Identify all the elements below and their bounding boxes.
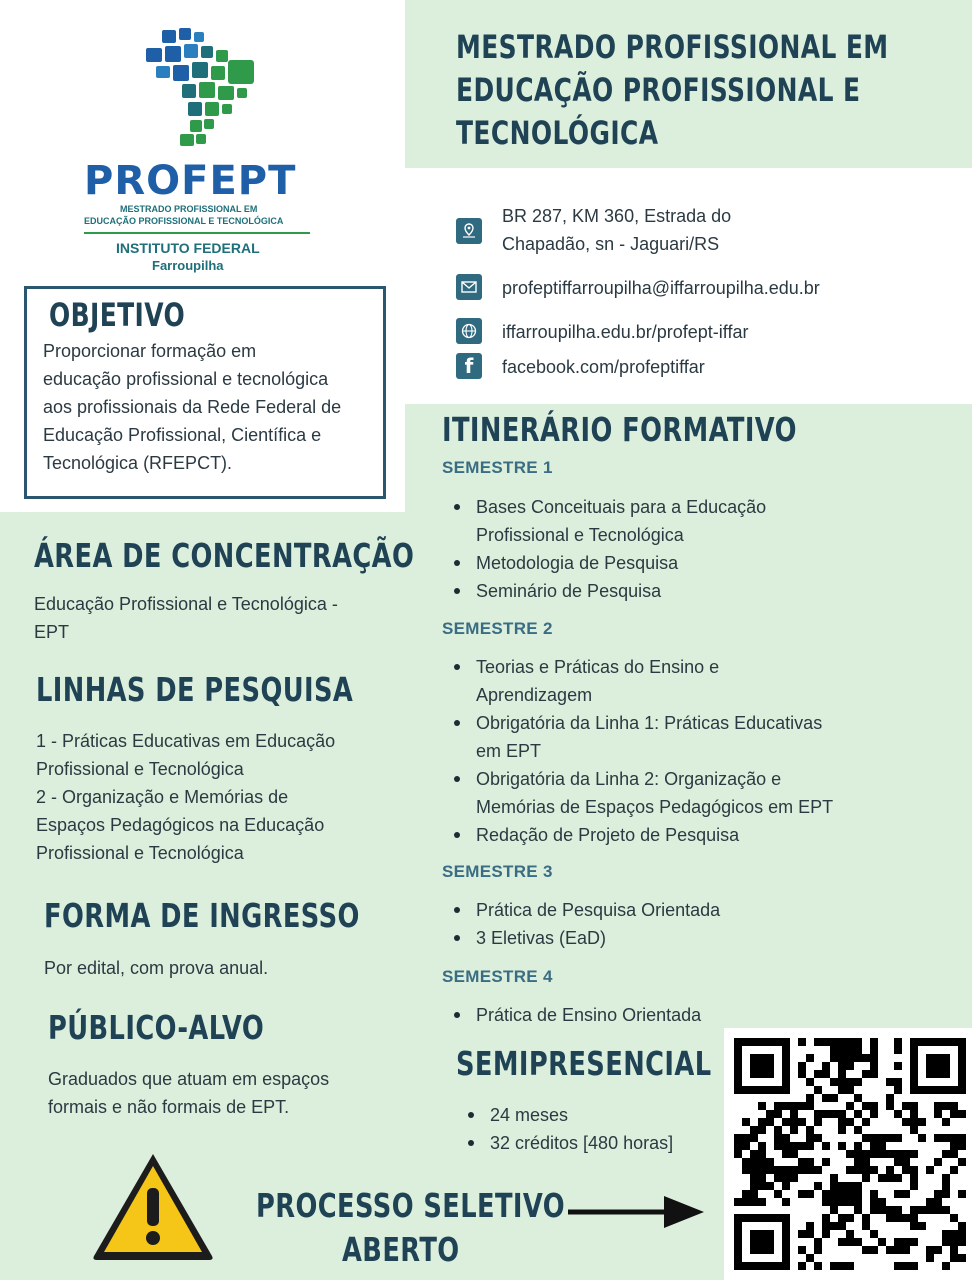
- map-pin-icon: [456, 218, 482, 244]
- list-item: Redação de Projeto de Pesquisa: [476, 821, 833, 849]
- list-item: Obrigatória da Linha 2: Organização e Memórias de Espaços Pedagógicos em EPT: [476, 765, 833, 821]
- itinerario-title: ITINERÁRIO FORMATIVO: [442, 410, 797, 449]
- area-line: Educação Profissional e Tecnológica -: [34, 594, 338, 614]
- envelope-icon: [456, 274, 482, 300]
- ingresso-text: Por edital, com prova anual.: [44, 958, 269, 978]
- title-line-2: EDUCAÇÃO PROFISSIONAL E: [456, 71, 861, 109]
- linhas-line: Profissional e Tecnológica: [36, 759, 244, 779]
- list-item: Seminário de Pesquisa: [476, 577, 766, 605]
- list-item: 32 créditos [480 horas]: [490, 1129, 673, 1157]
- qr-code[interactable]: [724, 1028, 972, 1280]
- facebook-icon: f: [456, 353, 482, 379]
- linhas-line: Espaços Pedagógicos na Educação: [36, 815, 325, 835]
- semester-2-list: [442, 653, 833, 849]
- objetivo-line: aos profissionais da Rede Federal de: [43, 397, 342, 417]
- semester-2-label: SEMESTRE 2: [442, 619, 553, 638]
- area-text: [34, 590, 338, 646]
- brand-subtitle-2: EDUCAÇÃO PROFISSIONAL E TECNOLÓGICA: [84, 216, 284, 226]
- brazil-map-icon: [140, 26, 270, 151]
- list-item: Prática de Pesquisa Orientada: [476, 896, 720, 924]
- area-title: ÁREA DE CONCENTRAÇÃO: [34, 536, 415, 575]
- objetivo-line: educação profissional e tecnológica: [43, 369, 329, 389]
- processo-line-1: PROCESSO SELETIVO: [256, 1186, 566, 1225]
- logo: [80, 20, 320, 280]
- objetivo-box: [24, 286, 386, 499]
- brand-name: PROFEPT: [84, 158, 297, 204]
- arrow-right-icon: [568, 1192, 708, 1232]
- address-line-1: BR 287, KM 360, Estrada do: [502, 206, 732, 226]
- semipresencial-title: SEMIPRESENCIAL: [456, 1044, 712, 1083]
- title-line-1: MESTRADO PROFISSIONAL EM: [456, 28, 889, 66]
- semester-3-label: SEMESTRE 3: [442, 862, 553, 881]
- qr-code-icon: [734, 1038, 966, 1270]
- website-link[interactable]: iffarroupilha.edu.br/profept-iffar: [502, 322, 749, 342]
- warning-icon: [88, 1148, 218, 1264]
- linhas-line: Profissional e Tecnológica: [36, 843, 244, 863]
- processo-line-2: ABERTO: [342, 1230, 460, 1269]
- objetivo-title: OBJETIVO: [49, 296, 186, 334]
- semester-4-list: [442, 1001, 701, 1029]
- contact-email[interactable]: [456, 274, 820, 302]
- title-line-3: TECNOLÓGICA: [456, 114, 659, 152]
- page-title: [456, 26, 972, 155]
- publico-title: PÚBLICO-ALVO: [48, 1008, 265, 1047]
- address-line-2: Chapadão, sn - Jaguari/RS: [502, 234, 720, 254]
- semester-1-list: [442, 493, 766, 605]
- list-item: Prática de Ensino Orientada: [476, 1001, 701, 1029]
- logo-divider: [84, 232, 310, 234]
- objetivo-line: Educação Profissional, Científica e: [43, 425, 322, 445]
- email-link[interactable]: profeptiffarroupilha@iffarroupilha.edu.br: [502, 278, 820, 298]
- contact-website[interactable]: [456, 318, 748, 346]
- objetivo-line: Proporcionar formação em: [43, 341, 257, 361]
- linhas-text: [36, 727, 335, 867]
- semipresencial-list: [456, 1101, 673, 1157]
- linhas-line: 2 - Organização e Memórias de: [36, 787, 289, 807]
- contact-facebook[interactable]: [456, 353, 705, 381]
- objetivo-line: Tecnológica (RFEPCT).: [43, 453, 233, 473]
- list-item: 3 Eletivas (EaD): [476, 924, 720, 952]
- semester-4-label: SEMESTRE 4: [442, 967, 553, 986]
- campus-name: Farroupilha: [152, 258, 224, 273]
- institution-name: INSTITUTO FEDERAL: [116, 240, 260, 256]
- publico-line: formais e não formais de EPT.: [48, 1097, 290, 1117]
- list-item: 24 meses: [490, 1101, 673, 1129]
- linhas-title: LINHAS DE PESQUISA: [36, 670, 354, 709]
- processo-banner: [256, 1184, 566, 1272]
- publico-text: [48, 1065, 329, 1121]
- globe-icon: [456, 318, 482, 344]
- semester-3-list: [442, 896, 720, 952]
- list-item: Bases Conceituais para a Educação Profissional e Tecnológica: [476, 493, 766, 549]
- list-item: Obrigatória da Linha 1: Práticas Educativas em EPT: [476, 709, 833, 765]
- list-item: Metodologia de Pesquisa: [476, 549, 766, 577]
- ingresso-title: FORMA DE INGRESSO: [44, 896, 360, 935]
- brand-subtitle-1: MESTRADO PROFISSIONAL EM: [120, 204, 258, 214]
- facebook-link[interactable]: facebook.com/profeptiffar: [502, 357, 705, 377]
- contact-address: [456, 202, 731, 258]
- publico-line: Graduados que atuam em espaços: [48, 1069, 330, 1089]
- list-item: Teorias e Práticas do Ensino e Aprendizagem: [476, 653, 833, 709]
- linhas-line: 1 - Práticas Educativas em Educação: [36, 731, 336, 751]
- objetivo-text: [43, 337, 341, 477]
- area-line: EPT: [34, 622, 70, 642]
- semester-1-label: SEMESTRE 1: [442, 458, 553, 477]
